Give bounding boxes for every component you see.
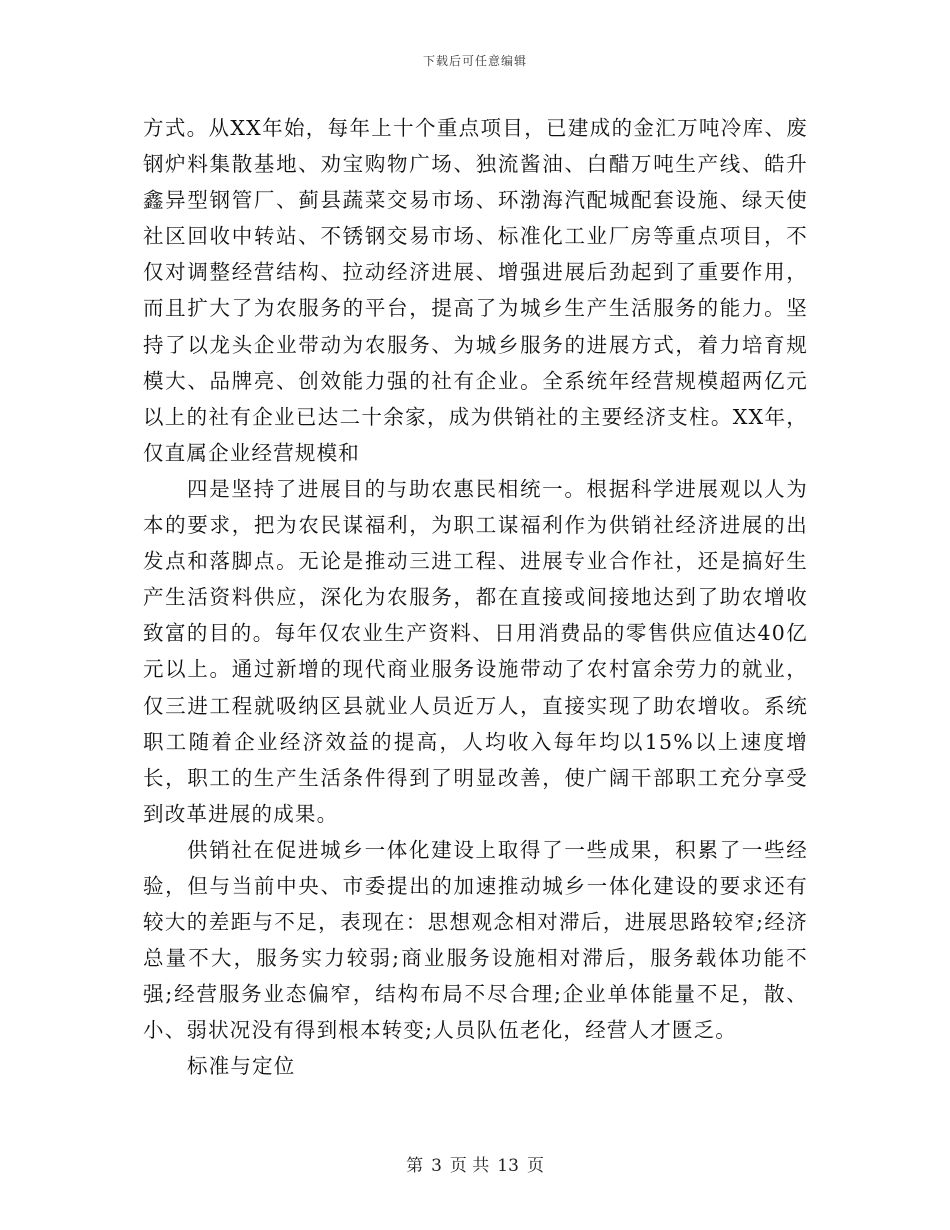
footer-suffix: 页 [526, 1156, 544, 1176]
footer-middle: 页 共 [449, 1156, 490, 1176]
footer-prefix: 第 [406, 1156, 424, 1176]
total-pages: 13 [497, 1156, 519, 1176]
paragraph: 方式。从XX年始，每年上十个重点项目，已建成的金汇万吨冷库、废钢炉料集散基地、劝宝购物广场、独流酱油、白醋万吨生产线、皓升鑫异型钢管厂、蓟县蔬菜交易市场、环渤海汽配城配套设施、绿天使社区回收中转站、不锈钢交易市场、标准化工业厂房等重点项目，不仅对调整经营结构、拉动经济进展、增强进展后劲起到了重要作用，而且扩大了为农服务的平台，提高了为城乡生产生活服务的能力。坚持了以龙头企业带动为农服务、为城乡服务的进展方式，着力培育规模大、品牌亮、创效能力强的社有企业。全系统年经营规模超两亿元以上的社有企业已达二十余家，成为供销社的主要经济支柱。XX年，仅直属企业经营规模和 [143, 116, 808, 465]
page-number: 3 [431, 1156, 442, 1176]
paragraph: 四是坚持了进展目的与助农惠民相统一。根据科学进展观以人为本的要求，把为农民谋福利，为职工谋福利作为供销社经济进展的出发点和落脚点。无论是推动三进工程、进展专业合作社，还是搞好生产生活资料供应，深化为农服务，都在直接或间接地达到了助农增收致富的目的。每年仅农业生产资料、日用消费品的零售供应值达40亿元以上。通过新增的现代商业服务设施带动了农村富余劳力的就业，仅三进工程就吸纳区县就业人员近万人，直接实现了助农增收。系统职工随着企业经济效益的提高，人均收入每年均以15%以上速度增长，职工的生产生活条件得到了明显改善，使广阔干部职工充分享受到改革进展的成果。 [143, 476, 808, 826]
document-body [143, 110, 808, 1085]
section-heading: 标准与定位 [187, 1054, 296, 1079]
page-header-note: 下载后可任意编辑 [422, 54, 527, 68]
page-footer [0, 1151, 950, 1176]
paragraph: 供销社在促进城乡一体化建设上取得了一些成果，积累了一些经验，但与当前中央、市委提出的加速推动城乡一体化建设的要求还有较大的差距与不足，表现在：思想观念相对滞后，进展思路较窄;经济总量不大，服务实力较弱;商业服务设施相对滞后，服务载体功能不强;经营服务业态偏窄，结构布局不尽合理;企业单体能量不足，散、小、弱状况没有得到根本转变;人员队伍老化，经营人才匮乏。 [143, 837, 808, 1043]
